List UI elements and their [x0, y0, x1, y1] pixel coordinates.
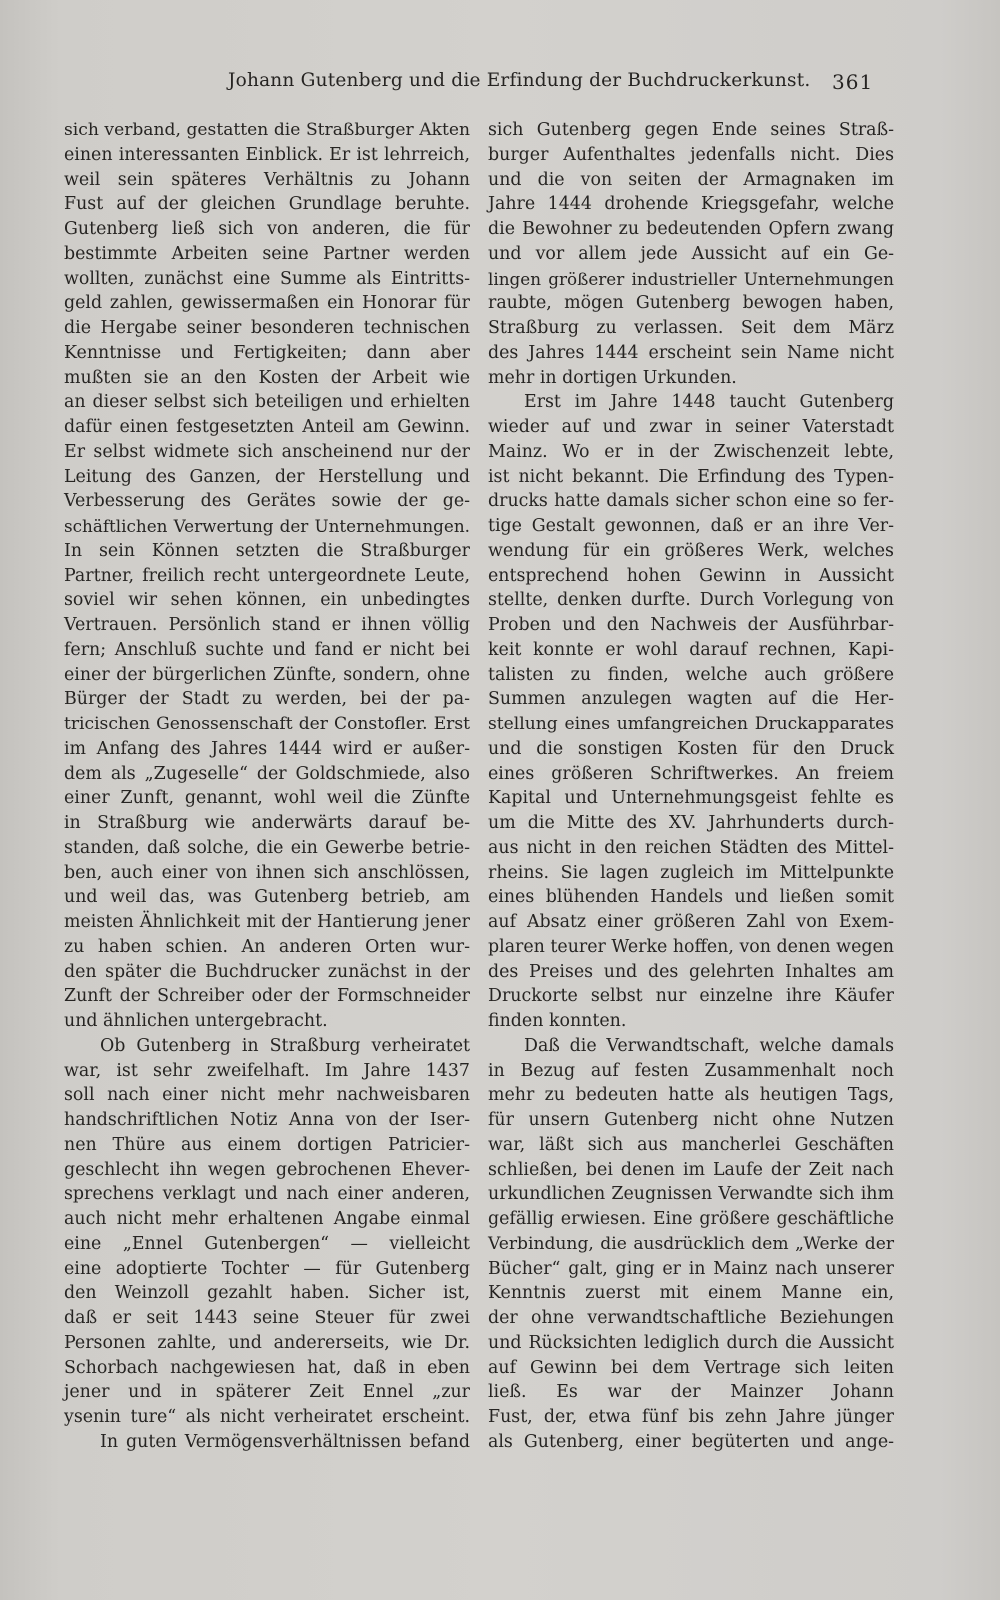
text-line: eine „Ennel Gutenbergen“ — vielleicht: [64, 1233, 470, 1254]
text-line: Kenntnisse und Fertigkeiten; dann aber: [64, 342, 470, 363]
text-line: Bücher“ galt, ging er in Mainz nach unserer: [488, 1258, 894, 1279]
text-line: Jahre 1444 drohende Kriegsgefahr, welche: [488, 194, 894, 215]
text-line: raubte, mögen Gutenberg bewogen haben,: [488, 293, 894, 314]
text-line: geld zahlen, gewissermaßen ein Honorar für: [64, 293, 470, 314]
running-head: Johann Gutenberg und die Erfindung der Buchdruckerkunst.: [228, 70, 811, 91]
text-line: auch nicht mehr erhaltenen Angabe einmal: [64, 1209, 470, 1229]
page-number: 361: [832, 70, 874, 94]
text-line: Kenntnis zuerst mit einem Manne ein,: [488, 1283, 894, 1304]
text-line: zu haben schien. An anderen Orten wur-: [64, 936, 470, 957]
text-line: geschlecht ihn wegen gebrochenen Ehever-: [64, 1159, 470, 1180]
text-line: der ohne verwandtschaftliche Beziehungen: [488, 1308, 894, 1328]
text-line: an dieser selbst sich beteiligen und erhielten: [64, 392, 470, 413]
text-line: drucks hatte damals sicher schon eine so fer-: [488, 491, 894, 512]
text-line: urkundlichen Zeugnissen Verwandte sich ihm: [488, 1184, 894, 1205]
text-line: sich verband, gestatten die Straßburger Akten: [64, 120, 470, 140]
text-line: sprechens verklagt und nach einer anderen,: [64, 1184, 470, 1205]
text-line: standen, daß solche, die ein Gewerbe betrie-: [64, 837, 470, 858]
text-column-left: [64, 118, 470, 1455]
text-line: ließ. Es war der Mainzer Johann: [488, 1382, 894, 1403]
text-column-right: [488, 118, 894, 1455]
text-line: Summen anzulegen wagten auf die Her-: [488, 689, 894, 710]
text-line: war, läßt sich aus mancherlei Geschäften: [488, 1134, 894, 1155]
text-line: stellte, denken durfte. Durch Vorlegung von: [488, 590, 894, 611]
text-line: jener und in späterer Zeit Ennel „zur: [64, 1382, 470, 1403]
text-line: wollten, zunächst eine Summe als Eintritts-: [64, 268, 470, 289]
text-line: Schorbach nachgewiesen hat, daß in eben: [64, 1357, 470, 1378]
text-line: entsprechend hohen Gewinn in Aussicht: [488, 565, 894, 586]
text-line: aus nicht in den reichen Städten des Mittel-: [488, 837, 894, 858]
text-line: eine adoptierte Tochter — für Gutenberg: [64, 1258, 470, 1279]
text-line: rheins. Sie lagen zugleich im Mittelpunkte: [488, 862, 894, 883]
text-line: um die Mitte des XV. Jahrhunderts durch-: [488, 813, 894, 833]
text-line: eines blühenden Handels und ließen somit: [488, 887, 894, 908]
text-line: soll nach einer nicht mehr nachweisbaren: [64, 1085, 470, 1106]
text-line: Fust auf der gleichen Grundlage beruhte.: [64, 194, 470, 215]
text-line: auf Gewinn bei dem Vertrage sich leiten: [488, 1357, 894, 1378]
text-line: Verbesserung des Gerätes sowie der ge-: [64, 491, 470, 512]
text-line: für unsern Gutenberg nicht ohne Nutzen: [488, 1110, 894, 1130]
text-line: ysenin ture“ als nicht verheiratet erscheint.: [64, 1407, 470, 1427]
text-line: weil sein späteres Verhältnis zu Johann: [64, 169, 470, 190]
text-line: mehr zu bedeuten hatte als heutigen Tags,: [488, 1085, 894, 1106]
text-line: schließen, bei denen im Laufe der Zeit nach: [488, 1159, 894, 1180]
text-line: talisten zu finden, welche auch größere: [488, 664, 894, 685]
text-line: finden konnten.: [488, 1011, 627, 1031]
text-line: Bürger der Stadt zu werden, bei der pa-: [64, 689, 470, 710]
text-line: mußten sie an den Kosten der Arbeit wie: [64, 367, 470, 388]
text-line: als Gutenberg, einer begüterten und ange-: [488, 1431, 894, 1452]
text-line: des Preises und des gelehrten Inhaltes am: [488, 961, 894, 982]
text-line: und vor allem jede Aussicht auf ein Ge-: [488, 243, 894, 264]
text-line: In sein Können setzten die Straßburger: [64, 540, 470, 561]
text-line: nen Thüre aus einem dortigen Patricier-: [64, 1134, 470, 1155]
text-line: Straßburg zu verlassen. Seit dem März: [488, 318, 894, 338]
text-line: ben, auch einer von ihnen sich anschlössen,: [64, 862, 470, 883]
text-line: Ob Gutenberg in Straßburg verheiratet: [100, 1035, 470, 1056]
text-line: wendung für ein größeres Werk, welches: [488, 540, 894, 561]
text-line: Er selbst widmete sich anscheinend nur der: [64, 441, 470, 462]
text-line: in Straßburg wie anderwärts darauf be-: [64, 813, 470, 833]
text-line: wieder auf und zwar in seiner Vaterstadt: [488, 417, 894, 437]
text-line: meisten Ähnlichkeit mit der Hantierung jener: [64, 912, 470, 932]
text-line: im Anfang des Jahres 1444 wird er außer-: [64, 738, 470, 759]
text-line: sich Gutenberg gegen Ende seines Straß-: [488, 120, 894, 140]
text-line: Mainz. Wo er in der Zwischenzeit lebte,: [488, 441, 894, 462]
text-line: lingen größerer industrieller Unternehmungen: [488, 268, 894, 289]
text-line: und weil das, was Gutenberg betrieb, am: [64, 887, 470, 908]
text-line: burger Aufenthaltes jedenfalls nicht. Dies: [488, 144, 894, 165]
text-line: und ähnlichen untergebracht.: [64, 1011, 328, 1031]
text-line: handschriftlichen Notiz Anna von der Iser-: [64, 1110, 470, 1130]
text-line: die Hergabe seiner besonderen technischen: [64, 318, 470, 338]
text-line: und die von seiten der Armagnaken im: [488, 169, 894, 190]
text-line: und Rücksichten lediglich durch die Aussicht: [488, 1332, 894, 1353]
text-line: plaren teurer Werke hoffen, von denen wegen: [488, 936, 894, 957]
text-line: Fust, der, etwa fünf bis zehn Jahre jünger: [488, 1407, 894, 1427]
text-line: daß er seit 1443 seine Steuer für zwei: [64, 1308, 470, 1328]
text-line: fern; Anschluß suchte und fand er nicht bei: [64, 639, 470, 660]
text-line: Proben und den Nachweis der Ausführbar-: [488, 615, 894, 635]
text-line: dafür einen festgesetzten Anteil am Gewinn.: [64, 417, 470, 437]
text-line: Vertrauen. Persönlich stand er ihnen völlig: [64, 615, 470, 635]
text-line: schäftlichen Verwertung der Unternehmungen.: [64, 516, 470, 536]
text-line: In guten Vermögensverhältnissen befand: [100, 1431, 470, 1452]
text-line: war, ist sehr zweifelhaft. Im Jahre 1437: [64, 1060, 470, 1081]
text-line: tige Gestalt gewonnen, daß er an ihre Ver-: [488, 516, 894, 536]
text-line: mehr in dortigen Urkunden.: [488, 367, 737, 388]
text-line: die Bewohner zu bedeutenden Opfern zwang: [488, 219, 894, 239]
text-line: Gutenberg ließ sich von anderen, die für: [64, 219, 470, 239]
text-line: dem als „Zugeselle“ der Goldschmiede, also: [64, 763, 470, 784]
text-line: Zunft der Schreiber oder der Formschneider: [64, 986, 470, 1007]
text-line: Daß die Verwandtschaft, welche damals: [524, 1035, 894, 1056]
text-line: Personen zahlte, und andererseits, wie Dr.: [64, 1332, 470, 1353]
text-line: Verbindung, die ausdrücklich dem „Werke der: [488, 1233, 894, 1254]
text-line: in Bezug auf festen Zusammenhalt noch: [488, 1060, 894, 1081]
text-line: einer Zunft, genannt, wohl weil die Zünfte: [64, 788, 470, 809]
text-line: tricischen Genossenschaft der Constofler. Erst: [64, 714, 470, 734]
text-line: einer der bürgerlichen Zünfte, sondern, ohne: [64, 664, 470, 685]
text-line: einen interessanten Einblick. Er ist lehrreich,: [64, 144, 470, 165]
text-line: keit konnte er wohl darauf rechnen, Kapi-: [488, 639, 894, 660]
text-line: bestimmte Arbeiten seine Partner werden: [64, 243, 470, 264]
text-line: auf Absatz einer größeren Zahl von Exem-: [488, 912, 894, 932]
text-line: soviel wir sehen können, ein unbedingtes: [64, 590, 470, 611]
text-line: Leitung des Ganzen, der Herstellung und: [64, 466, 470, 487]
text-line: stellung eines umfangreichen Druckapparates: [488, 714, 894, 734]
text-line: Druckorte selbst nur einzelne ihre Käufer: [488, 986, 894, 1007]
text-line: eines größeren Schriftwerkes. An freiem: [488, 763, 894, 784]
text-line: Kapital und Unternehmungsgeist fehlte es: [488, 788, 894, 809]
text-line: den Weinzoll gezahlt haben. Sicher ist,: [64, 1283, 470, 1304]
text-line: ist nicht bekannt. Die Erfindung des Typen-: [488, 466, 894, 487]
text-line: und die sonstigen Kosten für den Druck: [488, 738, 894, 759]
text-line: den später die Buchdrucker zunächst in der: [64, 961, 470, 982]
text-line: Erst im Jahre 1448 taucht Gutenberg: [524, 392, 894, 413]
text-line: des Jahres 1444 erscheint sein Name nicht: [488, 342, 894, 363]
text-line: gefällig erwiesen. Eine größere geschäftliche: [488, 1209, 894, 1229]
text-line: Partner, freilich recht untergeordnete Leute,: [64, 565, 470, 586]
